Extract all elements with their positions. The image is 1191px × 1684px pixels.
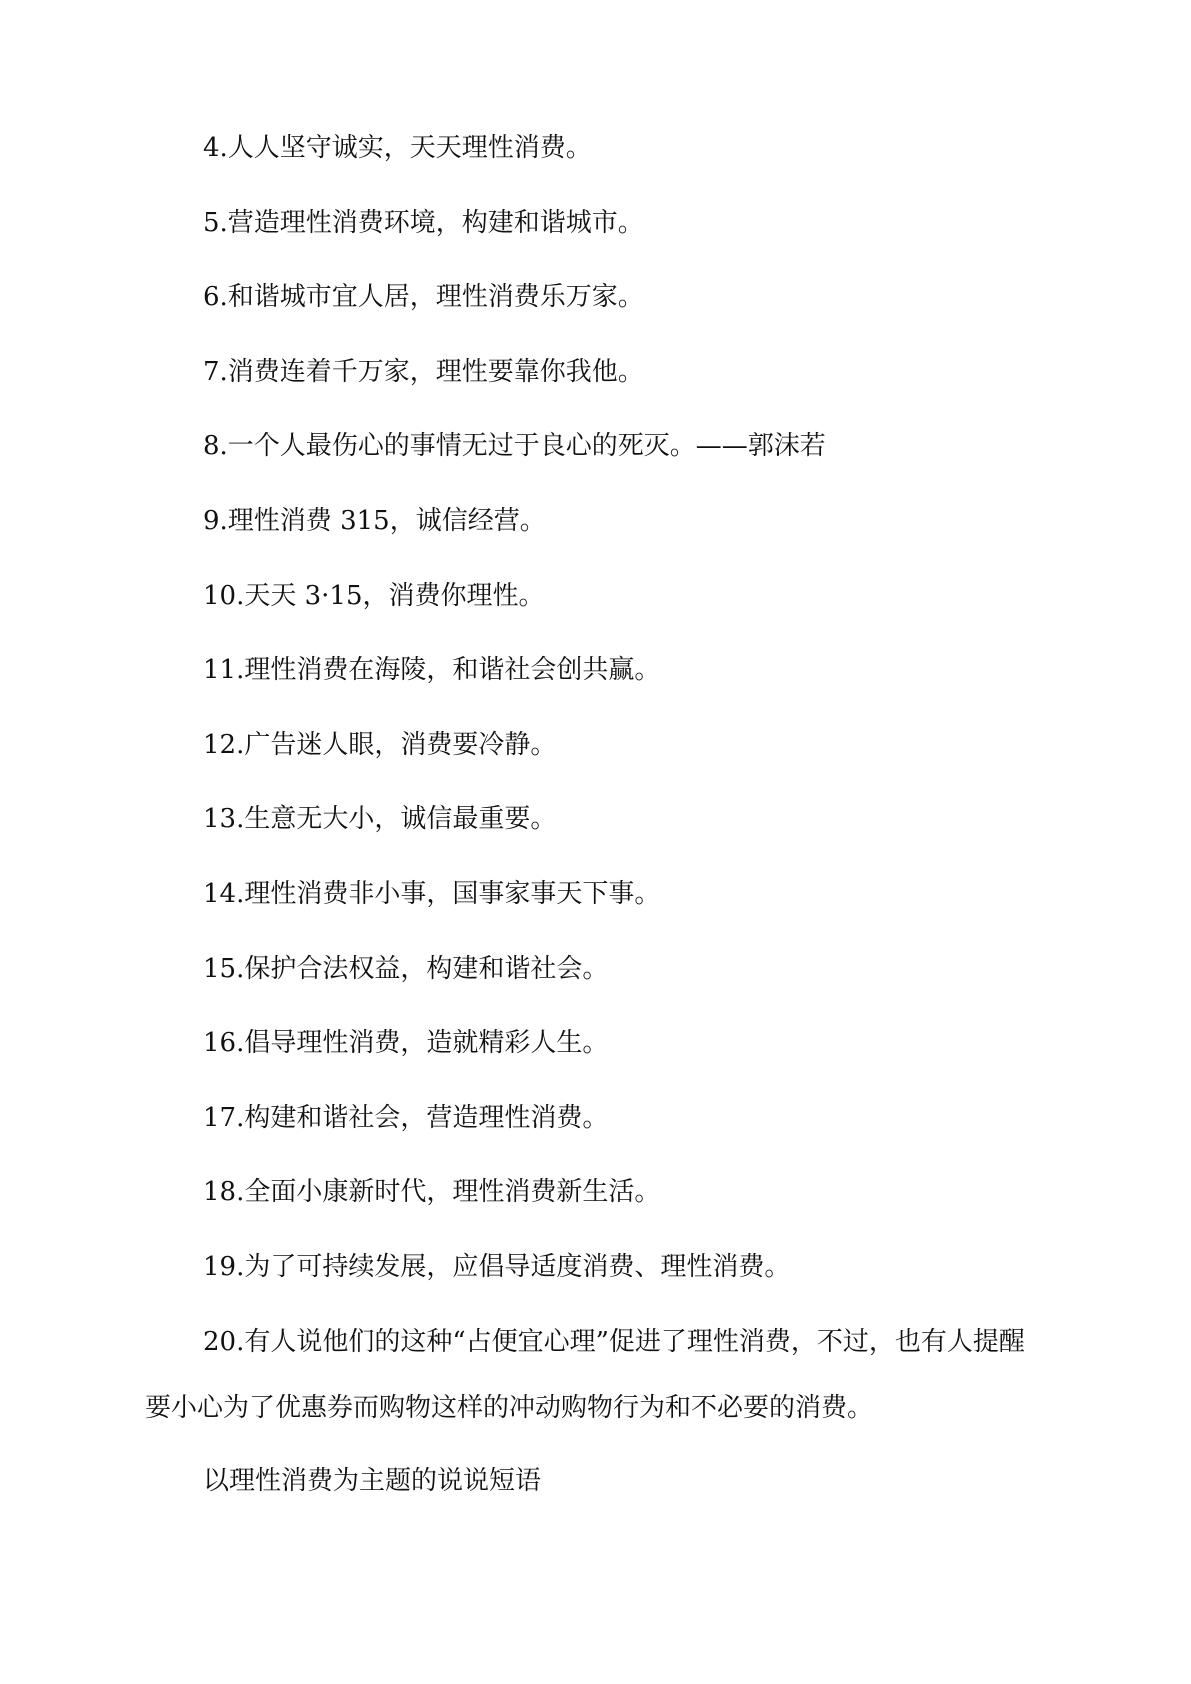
list-item: 7.消费连着千万家，理性要靠你我他。 — [203, 356, 644, 387]
paragraph: 20.有人说他们的这种“占便宜心理”促进了理性消费，不过，也有人提醒要小心为了优惠券而购物这样的冲动购物行为和不必要的消费。 — [145, 1326, 1025, 1423]
list-item: 18.全面小康新时代，理性消费新生活。 — [203, 1177, 661, 1208]
list-item: 8.一个人最伤心的事情无过于良心的死灭。——郭沫若 — [203, 431, 826, 462]
list-item: 10.天天 3·15，消费你理性。 — [203, 580, 545, 611]
list-item: 11.理性消费在海陵，和谐社会创共赢。 — [203, 655, 661, 686]
list-item: 4.人人坚守诚实，天天理性消费。 — [203, 133, 592, 163]
list-item: 12.广告迷人眼，消费要冷静。 — [203, 729, 557, 760]
list-item: 5.营造理性消费环境，构建和谐城市。 — [203, 207, 644, 238]
list-item: 19.为了可持续发展，应倡导适度消费、理性消费。 — [203, 1251, 791, 1282]
list-item: 16.倡导理性消费，造就精彩人生。 — [203, 1028, 609, 1059]
list-item: 6.和谐城市宜人居，理性消费乐万家。 — [203, 282, 644, 313]
list-item: 13.生意无大小，诚信最重要。 — [203, 804, 557, 835]
section-heading: 以理性消费为主题的说说短语 — [203, 1465, 542, 1496]
list-item: 15.保护合法权益，构建和谐社会。 — [203, 953, 609, 984]
list-item: 9.理性消费 315，诚信经营。 — [203, 505, 546, 536]
document-body — [145, 128, 1045, 1501]
list-item: 14.理性消费非小事，国事家事天下事。 — [203, 878, 661, 909]
list-item: 17.构建和谐社会，营造理性消费。 — [203, 1102, 609, 1133]
